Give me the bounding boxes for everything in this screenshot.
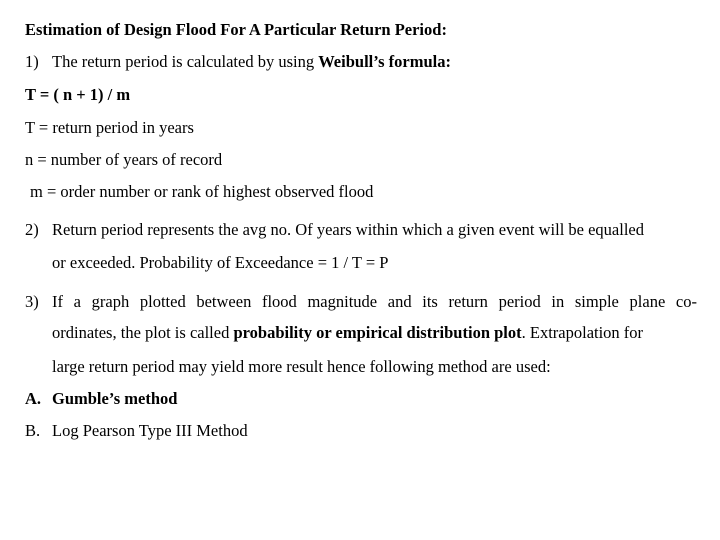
item-3-text-2-prefix: ordinates, the plot is called [52, 323, 234, 342]
item-1-number: 1) [25, 52, 39, 71]
item-3-bold-term: probability or empirical distribution plot [233, 323, 522, 342]
page-heading: Estimation of Design Flood For A Particular Return Period: [25, 20, 447, 39]
method-a [25, 389, 177, 409]
definition-t: T = return period in years [25, 118, 194, 137]
item-3-text-2-suffix: . Extrapolation for [521, 323, 644, 342]
item-1-text: The return period is calculated by using [52, 52, 319, 71]
item-2-number: 2) [25, 220, 39, 239]
item-3-line-2 [52, 323, 643, 343]
definition-m: m = order number or rank of highest observed flood [30, 182, 374, 201]
item-3-line-3: large return period may yield more result hence following method are used: [52, 357, 551, 376]
definition-n: n = number of years of record [25, 150, 223, 169]
method-b-letter: B. [25, 421, 41, 440]
method-b [25, 421, 248, 441]
method-a-letter: A. [25, 389, 42, 408]
item-2-text-1: Return period represents the avg no. Of years within which a given event will be equalled [52, 220, 644, 239]
formula: T = ( n + 1) / m [25, 85, 131, 104]
method-b-text: Log Pearson Type III Method [52, 421, 248, 440]
item-2-line-1 [25, 220, 644, 240]
item-1-bold: Weibull’s formula: [318, 52, 451, 71]
item-2-line-2: or exceeded. Probability of Exceedance = 1 / T = P [52, 253, 389, 272]
item-3-line-1 [25, 292, 697, 312]
item-3-text-1: If a graph plotted between flood magnitude and its return period in simple plane co- [52, 292, 697, 311]
item-3-number: 3) [25, 292, 39, 311]
method-a-text: Gumble’s method [52, 389, 178, 408]
item-1 [25, 52, 451, 72]
